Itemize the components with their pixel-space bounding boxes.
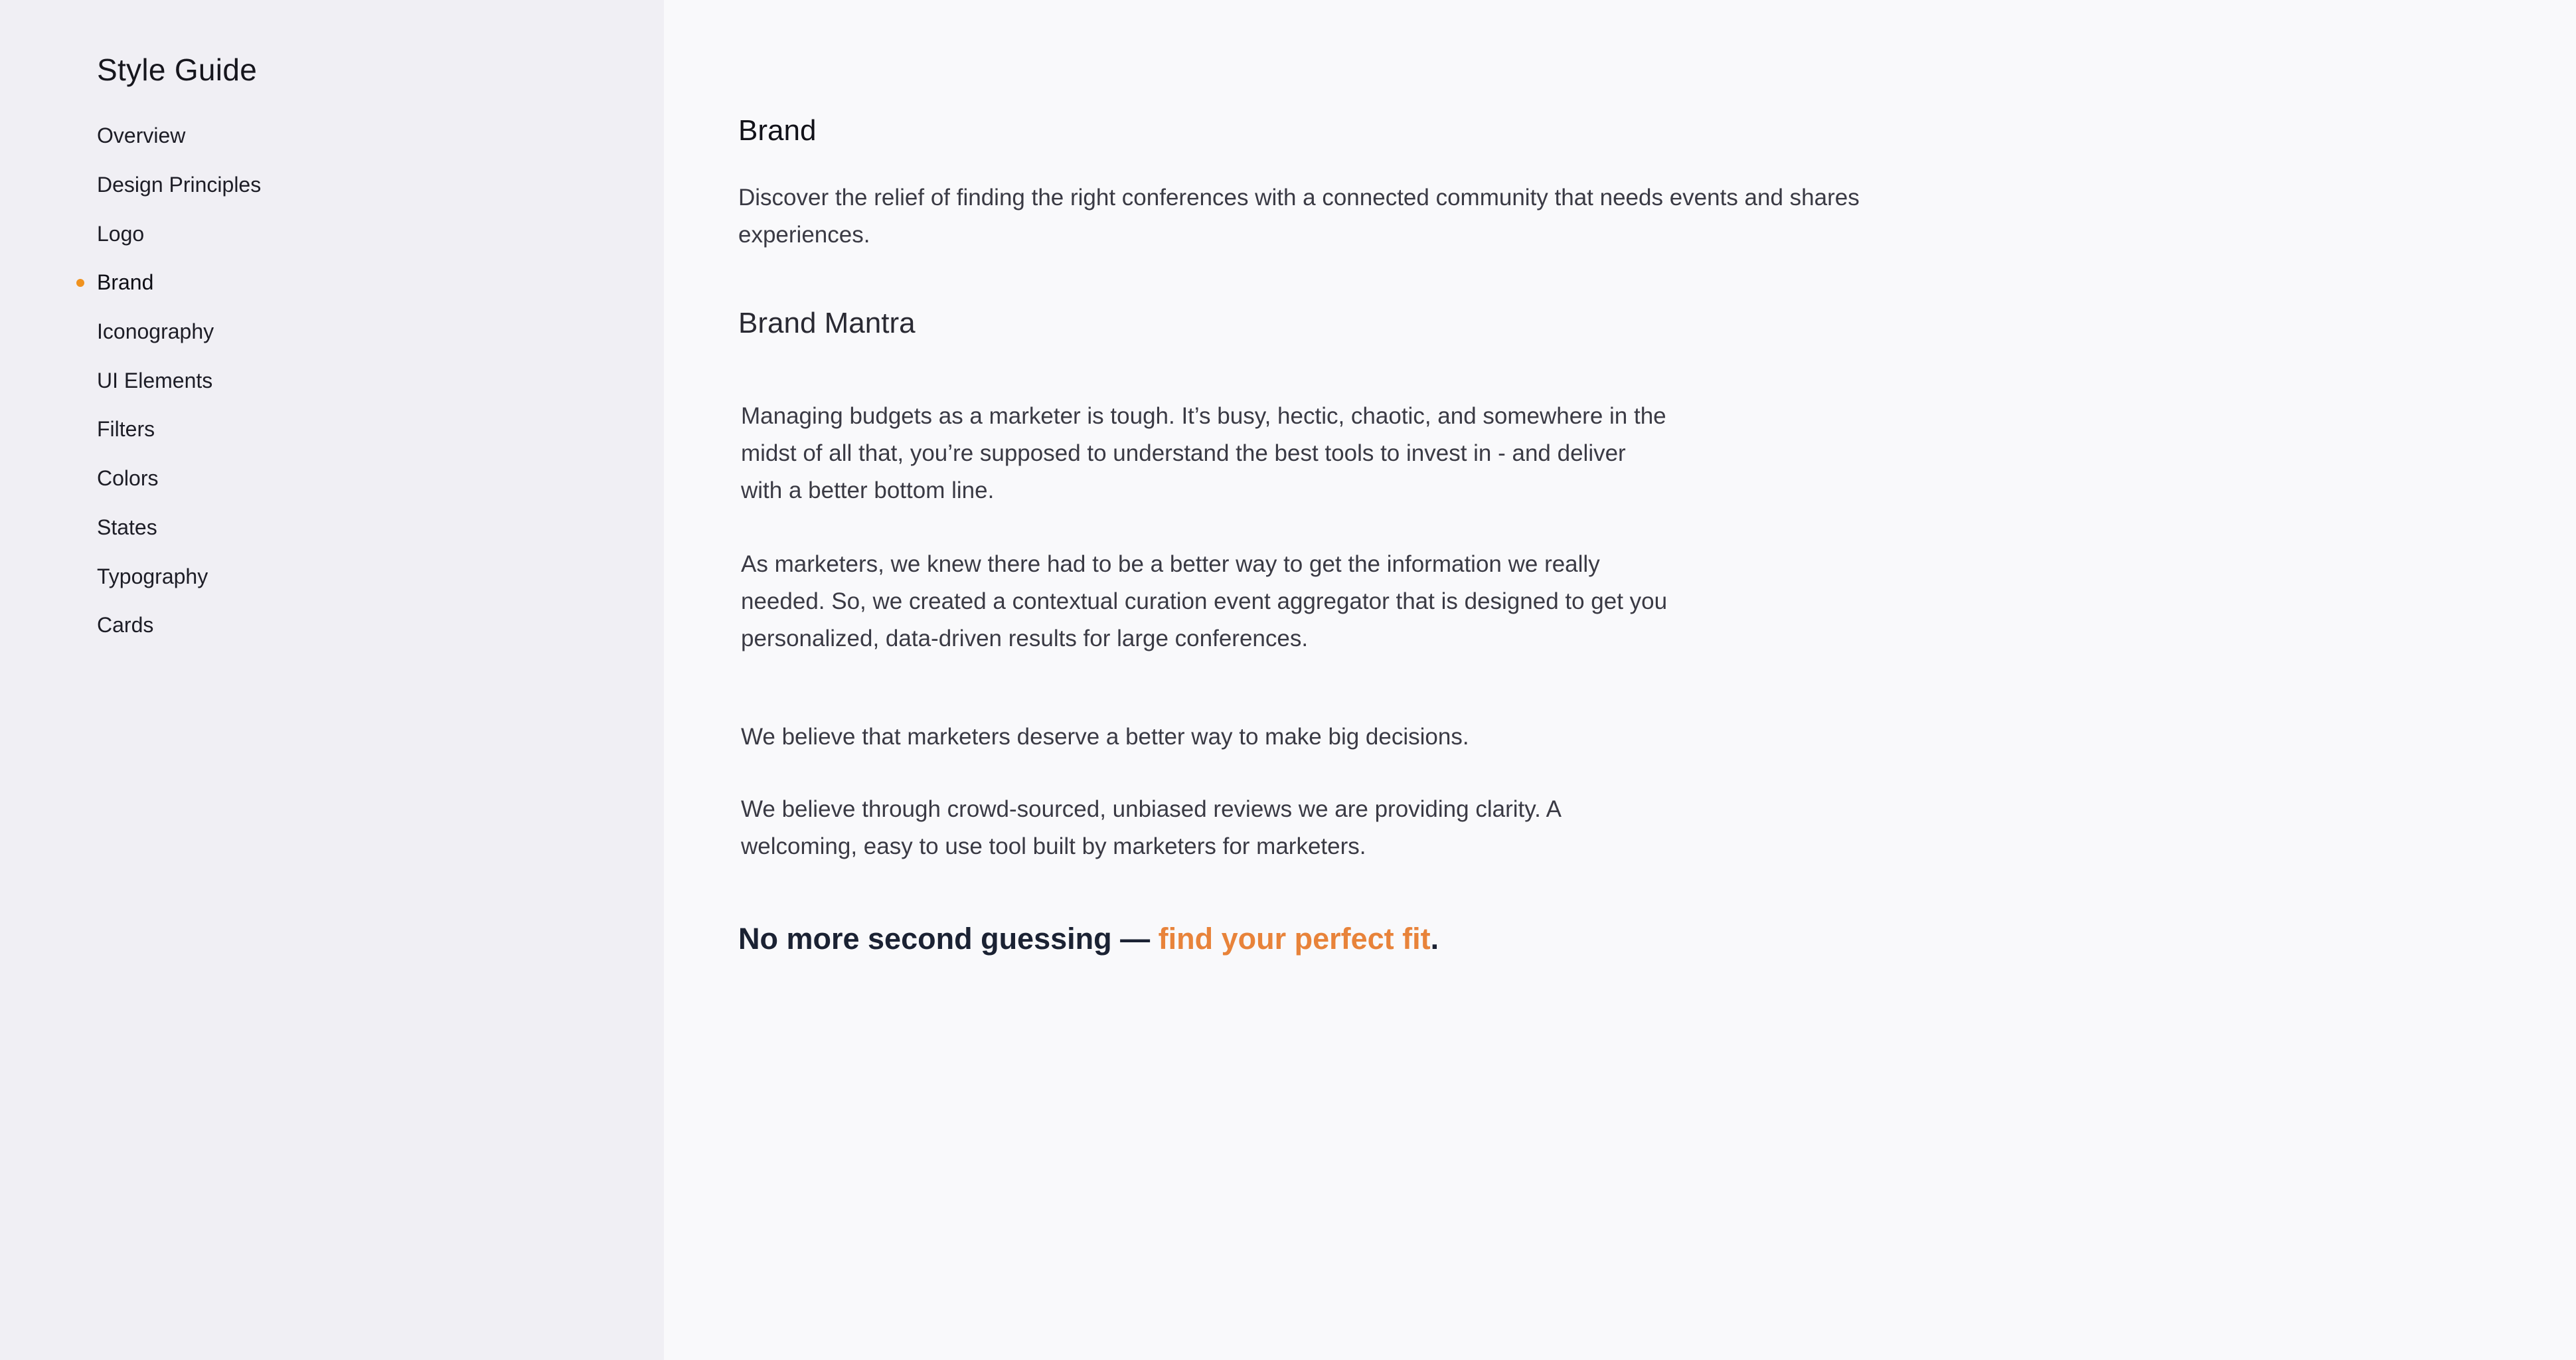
sidebar-item-overview[interactable] <box>97 112 261 161</box>
intro-paragraph: Discover the relief of finding the right conferences with a connected community that needs events and shares experiences. <box>738 185 1860 248</box>
sidebar-item-label: Colors <box>97 466 159 491</box>
sidebar-item-cards[interactable] <box>97 601 261 650</box>
main-content <box>664 0 2576 1360</box>
sidebar-item-logo[interactable] <box>97 209 261 258</box>
tagline-end: . <box>1430 922 1439 956</box>
sidebar-item-ui-elements[interactable] <box>97 356 261 405</box>
sidebar-item-typography[interactable] <box>97 552 261 601</box>
sidebar-item-design-principles[interactable] <box>97 161 261 210</box>
sidebar-item-label: Typography <box>97 564 208 588</box>
sidebar-item-label: Brand <box>97 270 154 295</box>
sidebar-item-label: Cards <box>97 613 154 638</box>
sidebar-item-states[interactable] <box>97 503 261 552</box>
sidebar-item-label: Design Principles <box>97 173 262 197</box>
sidebar <box>0 0 664 1360</box>
sidebar-item-label: Filters <box>97 417 155 442</box>
active-indicator-dot <box>76 279 84 287</box>
sidebar-item-colors[interactable] <box>97 454 261 503</box>
sidebar-item-label: Overview <box>97 124 186 148</box>
sidebar-item-label: States <box>97 515 157 539</box>
mantra-paragraph: Managing budgets as a marketer is tough. It’s busy, hectic, chaotic, and somewhere in the midst of all that, you’re supposed to understand the best tools to invest in - and deliver with a better bottom line. <box>741 403 1666 503</box>
brand-tagline <box>738 922 1439 956</box>
sidebar-item-iconography[interactable] <box>97 307 261 357</box>
sidebar-item-filters[interactable] <box>97 405 261 454</box>
sidebar-item-label: Iconography <box>97 319 214 344</box>
page-title: Brand <box>738 114 817 147</box>
sidebar-nav <box>97 112 261 650</box>
tagline-lead: No more second guessing — <box>738 922 1159 956</box>
sidebar-item-label: Logo <box>97 221 145 246</box>
tagline-highlight: find your perfect fit <box>1158 922 1431 956</box>
sidebar-title: Style Guide <box>97 52 258 87</box>
mantra-paragraph: As marketers, we knew there had to be a better way to get the information we really needed. So, we created a contextual curation event aggregator that is designed to get you personalized, data-driven results for large conferences. <box>741 551 1668 651</box>
mantra-paragraph: We believe that marketers deserve a better way to make big decisions. <box>741 724 1469 750</box>
sidebar-item-label: UI Elements <box>97 368 213 392</box>
mantra-paragraph: We believe through crowd-sourced, unbiased reviews we are providing clarity. A welcoming, easy to use tool built by marketers for marketers. <box>741 796 1561 859</box>
section-heading-brand-mantra: Brand Mantra <box>738 307 916 339</box>
sidebar-item-brand[interactable] <box>97 258 261 307</box>
